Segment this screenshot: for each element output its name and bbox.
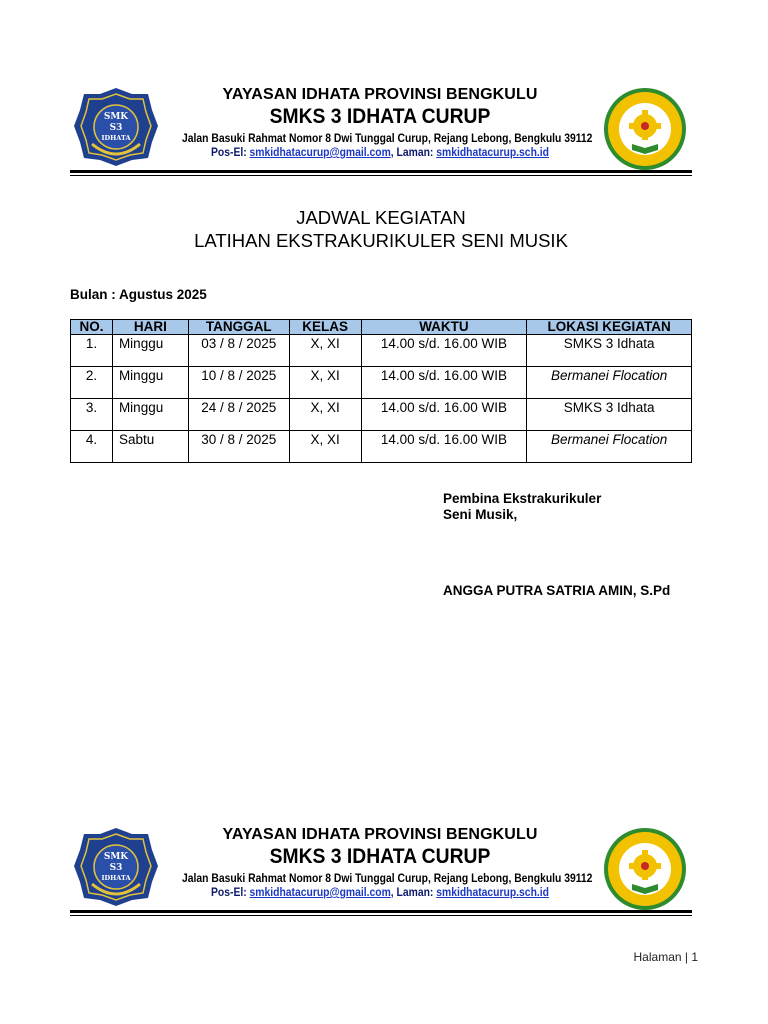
cell-class: X, XI: [289, 431, 361, 463]
cell-time: 14.00 s/d. 16.00 WIB: [361, 399, 527, 431]
signature-role-line-1: Pembina Ekstrakurikuler: [443, 491, 602, 506]
cell-date: 30 / 8 / 2025: [188, 431, 289, 463]
header-time: WAKTU: [361, 320, 527, 335]
schedule-table: [70, 319, 692, 463]
school-emblem-logo: [72, 86, 160, 168]
header-location: LOKASI KEGIATAN: [527, 320, 692, 335]
web-label: Laman:: [396, 147, 434, 159]
cell-class: X, XI: [289, 335, 361, 367]
page-number: Halaman | 1: [633, 950, 698, 964]
foundation-seal-logo: [602, 826, 688, 912]
cell-day: Minggu: [112, 367, 188, 399]
table-row: [71, 431, 692, 463]
cell-time: 14.00 s/d. 16.00 WIB: [361, 431, 527, 463]
cell-day: Minggu: [112, 335, 188, 367]
cell-date: 10 / 8 / 2025: [188, 367, 289, 399]
foundation-seal-logo: [602, 86, 688, 172]
svg-text:S3: S3: [109, 123, 123, 133]
header-day: HARI: [112, 320, 188, 335]
header-rule-thick: [70, 170, 692, 173]
web-label: Laman:: [396, 887, 434, 899]
school-address: Jalan Basuki Rahmat Nomor 8 Dwi Tunggal Curup, Rejang Lebong, Bengkulu 39112: [182, 873, 593, 885]
contact-separator: ,: [390, 887, 397, 899]
cell-location: Bermanei Flocation: [527, 431, 692, 463]
cell-location: SMKS 3 Idhata: [527, 335, 692, 367]
email-label: Pos-El:: [211, 887, 247, 899]
cell-date: 24 / 8 / 2025: [188, 399, 289, 431]
svg-text:IDHATA: IDHATA: [101, 874, 131, 882]
cell-day: Sabtu: [112, 431, 188, 463]
contact-separator: ,: [390, 147, 397, 159]
table-header-row: [71, 320, 692, 335]
svg-text:IDHATA: IDHATA: [101, 134, 131, 142]
school-name: SMKS 3 IDHATA CURUP: [269, 845, 491, 868]
contact-line: [182, 147, 578, 159]
email-link[interactable]: smkidhatacurup@gmail.com: [249, 887, 391, 899]
cell-no: 1.: [71, 335, 113, 367]
cell-location: Bermanei Flocation: [527, 367, 692, 399]
school-emblem-logo: [72, 826, 160, 908]
email-link[interactable]: smkidhatacurup@gmail.com: [249, 147, 391, 159]
svg-text:S3: S3: [109, 863, 123, 873]
document-title: [70, 206, 692, 252]
header-rule-thin: [70, 175, 692, 176]
cell-date: 03 / 8 / 2025: [188, 335, 289, 367]
contact-line: [182, 887, 578, 899]
school-address: Jalan Basuki Rahmat Nomor 8 Dwi Tunggal Curup, Rejang Lebong, Bengkulu 39112: [182, 133, 593, 145]
footer-rule-thick: [70, 910, 692, 913]
cell-class: X, XI: [289, 367, 361, 399]
table-row: [71, 367, 692, 399]
letterhead-bottom: [70, 822, 692, 918]
signature-name: ANGGA PUTRA SATRIA AMIN, S.Pd: [443, 583, 671, 598]
cell-time: 14.00 s/d. 16.00 WIB: [361, 335, 527, 367]
cell-class: X, XI: [289, 399, 361, 431]
svg-text:SMK: SMK: [103, 852, 129, 862]
title-line-2: LATIHAN EKSTRAKURIKULER SENI MUSIK: [194, 230, 568, 251]
foundation-name: YAYASAN IDHATA PROVINSI BENGKULU: [222, 86, 538, 103]
month-label: Bulan : Agustus 2025: [70, 287, 207, 302]
header-no: NO.: [71, 320, 113, 335]
school-name: SMKS 3 IDHATA CURUP: [269, 105, 491, 128]
cell-location: SMKS 3 Idhata: [527, 399, 692, 431]
cell-no: 3.: [71, 399, 113, 431]
footer-rule-thin: [70, 915, 692, 916]
cell-no: 2.: [71, 367, 113, 399]
letterhead-top: [70, 82, 692, 178]
header-class: KELAS: [289, 320, 361, 335]
signature-role-line-2: Seni Musik,: [443, 507, 518, 522]
title-line-1: JADWAL KEGIATAN: [296, 207, 466, 228]
cell-day: Minggu: [112, 399, 188, 431]
emblem-text-1: SMK: [103, 112, 129, 122]
header-date: TANGGAL: [188, 320, 289, 335]
foundation-name: YAYASAN IDHATA PROVINSI BENGKULU: [222, 826, 538, 843]
cell-no: 4.: [71, 431, 113, 463]
email-label: Pos-El:: [211, 147, 247, 159]
web-link[interactable]: smkidhatacurup.sch.id: [436, 147, 549, 159]
table-row: [71, 399, 692, 431]
table-row: [71, 335, 692, 367]
cell-time: 14.00 s/d. 16.00 WIB: [361, 367, 527, 399]
web-link[interactable]: smkidhatacurup.sch.id: [436, 887, 549, 899]
signature-role: [443, 491, 601, 523]
